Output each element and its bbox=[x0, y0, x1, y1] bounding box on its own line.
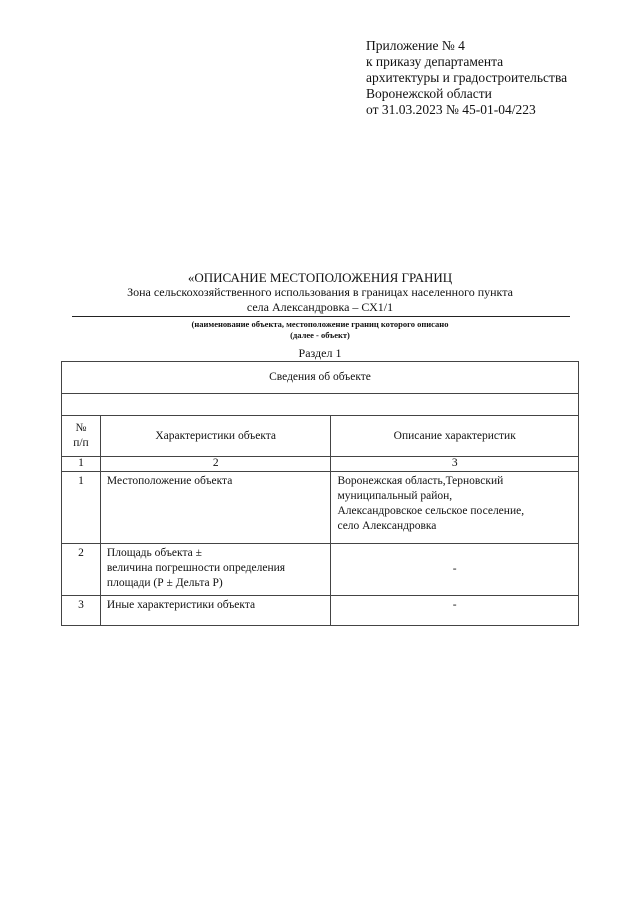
header-num bbox=[62, 416, 101, 457]
row-1-name: Местоположение объекта bbox=[100, 472, 331, 544]
row-2-desc: - bbox=[331, 544, 579, 596]
column-number-row bbox=[62, 457, 579, 472]
table-heading: Сведения об объекте bbox=[62, 362, 579, 394]
appendix-block bbox=[366, 38, 567, 118]
table-header-row bbox=[62, 416, 579, 457]
header-num-top: № bbox=[75, 422, 87, 434]
object-info-table bbox=[61, 361, 579, 626]
row-2-name-line-2: величина погрешности определения bbox=[106, 562, 286, 574]
row-2-name-line-1: Площадь объекта ± bbox=[106, 547, 202, 559]
row-3-num: 3 bbox=[62, 596, 101, 626]
column-number-2: 2 bbox=[100, 457, 331, 472]
caption-line-2: (далее - объект) bbox=[290, 330, 350, 340]
row-1-desc-line-4: село Александровка bbox=[337, 520, 437, 532]
title-line-2: Зона сельскохозяйственного использования в границах населенного пункта bbox=[127, 285, 513, 299]
header-description: Описание характеристик bbox=[331, 416, 579, 457]
row-1-desc-line-2: муниципальный район, bbox=[337, 490, 453, 502]
title-line-3: села Александровка – СХ1/1 bbox=[246, 300, 394, 314]
table-empty-row bbox=[62, 394, 579, 416]
title-line-1: «ОПИСАНИЕ МЕСТОПОЛОЖЕНИЯ ГРАНИЦ bbox=[187, 270, 453, 285]
appendix-line-1: Приложение № 4 bbox=[366, 38, 465, 53]
row-2-name bbox=[100, 544, 331, 596]
table-row bbox=[62, 596, 579, 626]
row-2-name-line-3: площади (Р ± Дельта Р) bbox=[106, 577, 223, 589]
appendix-line-2: к приказу департамента bbox=[366, 54, 504, 69]
row-1-num: 1 bbox=[62, 472, 101, 544]
table-row bbox=[62, 544, 579, 596]
appendix-line-3: архитектуры и градостроительства bbox=[366, 70, 568, 85]
row-2-num: 2 bbox=[62, 544, 101, 596]
header-characteristics: Характеристики объекта bbox=[100, 416, 331, 457]
document-title bbox=[60, 270, 580, 314]
title-underline bbox=[72, 316, 570, 317]
column-number-1: 1 bbox=[62, 457, 101, 472]
row-1-desc bbox=[331, 472, 579, 544]
section-label: Раздел 1 bbox=[298, 346, 342, 360]
column-number-3: 3 bbox=[331, 457, 579, 472]
title-caption bbox=[60, 319, 580, 341]
table-row bbox=[62, 472, 579, 544]
row-1-desc-line-1: Воронежская область,Терновский bbox=[337, 475, 504, 487]
header-num-bottom: п/п bbox=[73, 437, 89, 449]
appendix-line-5: от 31.03.2023 № 45-01-04/223 bbox=[366, 102, 536, 117]
row-1-desc-line-3: Александровское сельское поселение, bbox=[337, 505, 525, 517]
caption-line-1: (наименование объекта, местоположение границ которого описано bbox=[191, 319, 449, 329]
row-3-desc: - bbox=[331, 596, 579, 626]
appendix-line-4: Воронежской области bbox=[366, 86, 492, 101]
row-3-name: Иные характеристики объекта bbox=[100, 596, 331, 626]
